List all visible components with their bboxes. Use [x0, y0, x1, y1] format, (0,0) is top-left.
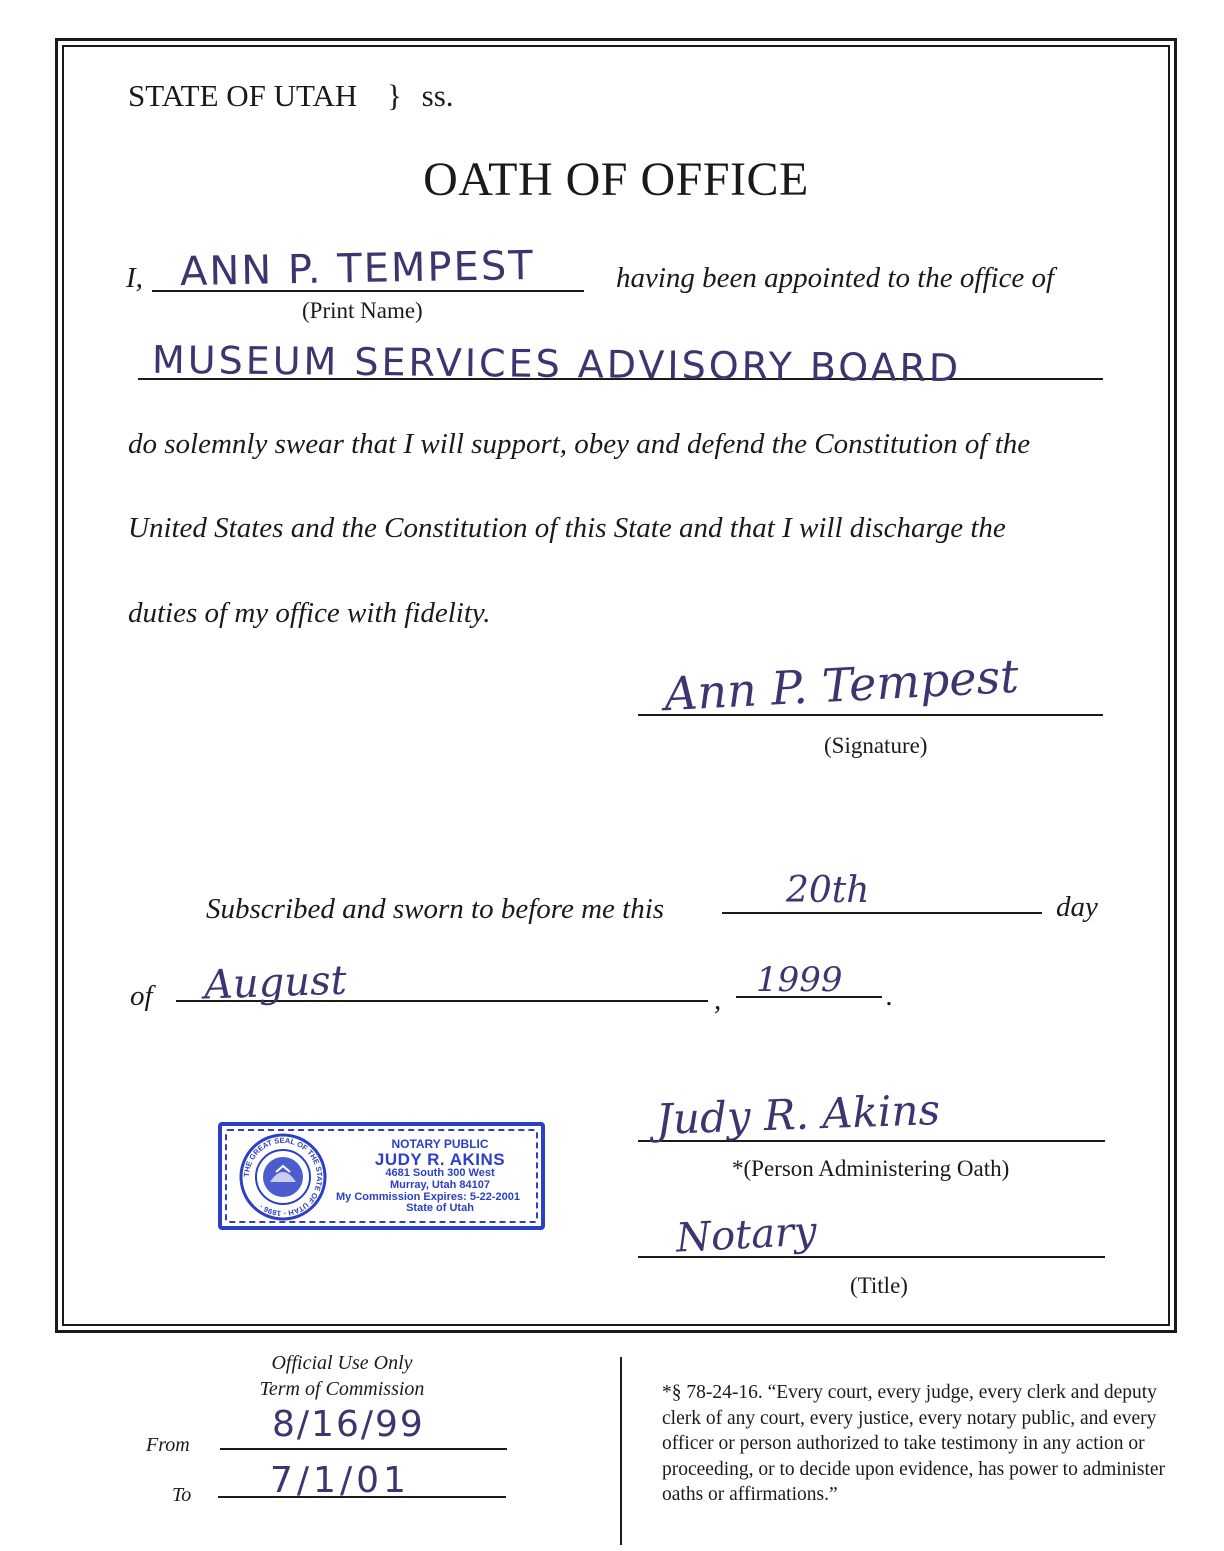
signature-caption: (Signature)	[824, 733, 928, 758]
comma: ,	[714, 984, 722, 1016]
administrator-signature: Judy R. Akins	[655, 1085, 941, 1144]
to-label: To	[172, 1484, 192, 1506]
pronoun-i: I,	[126, 262, 143, 294]
stamp-city: Murray, Utah 84107	[389, 1178, 491, 1191]
oath-body-line-2: United States and the Constitution of this State and that I will discharge the	[128, 512, 1006, 544]
footer-divider	[620, 1357, 622, 1545]
ss-abbrev: ss.	[421, 78, 454, 113]
oath-body-line-3: duties of my office with fidelity.	[128, 597, 491, 629]
term-of-commission: Term of Commission	[259, 1378, 425, 1400]
administrator-caption: *(Person Administering Oath)	[732, 1156, 1010, 1181]
year-handwriting: 1999	[756, 960, 843, 1000]
stamp-state: State of Utah	[406, 1202, 474, 1215]
from-line	[220, 1448, 507, 1450]
document-title: OATH OF OFFICE	[423, 153, 809, 206]
from-date-handwriting: 8/16/99	[272, 1404, 425, 1445]
stamp-expiration: My Commission Expires: 5-22-2001	[335, 1190, 521, 1203]
stamp-address: 4681 South 300 West	[385, 1167, 495, 1180]
day-label: day	[1056, 891, 1098, 923]
seal-ring-text: THE GREAT SEAL OF THE STATE OF UTAH · 1896 ·	[241, 1135, 325, 1219]
from-label: From	[146, 1434, 190, 1456]
stamp-text-block	[335, 1137, 540, 1215]
day-line	[722, 912, 1042, 914]
to-date-handwriting: 7/1/01	[270, 1460, 410, 1501]
period: .	[886, 980, 894, 1012]
official-use-title: Official Use Only	[271, 1352, 413, 1374]
oath-taker-signature: Ann P. Tempest	[662, 648, 1020, 722]
print-name-caption: (Print Name)	[302, 298, 423, 323]
day-handwriting: 20th	[786, 870, 870, 911]
appointed-text: having been appointed to the office of	[616, 262, 1055, 294]
office-handwriting: MUSEUM SERVICES ADVISORY BOARD	[151, 337, 962, 391]
venue-header	[128, 78, 454, 114]
subscribed-text: Subscribed and sworn to before me this	[206, 893, 665, 925]
name-handwriting: ANN P. TEMPEST	[179, 242, 536, 296]
statute-note: *§ 78-24-16. “Every court, every judge, every clerk and deputy clerk of any court, every justice, every notary public, and every officer or person authorized to take testimony in any action or proceeding, or to decide upon evidence, has power to administer oaths or affirmations.”	[662, 1382, 1166, 1505]
official-use-heading	[222, 1350, 462, 1402]
stamp-title: NOTARY PUBLIC	[391, 1137, 489, 1151]
brace: }	[387, 78, 402, 113]
oath-body-line-1: do solemnly swear that I will support, obey and defend the Constitution of the	[128, 428, 1031, 460]
of-label: of	[130, 980, 153, 1012]
notary-stamp	[218, 1122, 545, 1230]
month-handwriting: August	[203, 957, 348, 1009]
stamp-notary-name: JUDY R. AKINS	[374, 1149, 506, 1169]
title-handwriting: Notary	[674, 1208, 818, 1262]
state-seal-icon	[238, 1132, 328, 1222]
state-name: STATE OF UTAH	[128, 78, 358, 113]
title-caption: (Title)	[850, 1273, 908, 1298]
